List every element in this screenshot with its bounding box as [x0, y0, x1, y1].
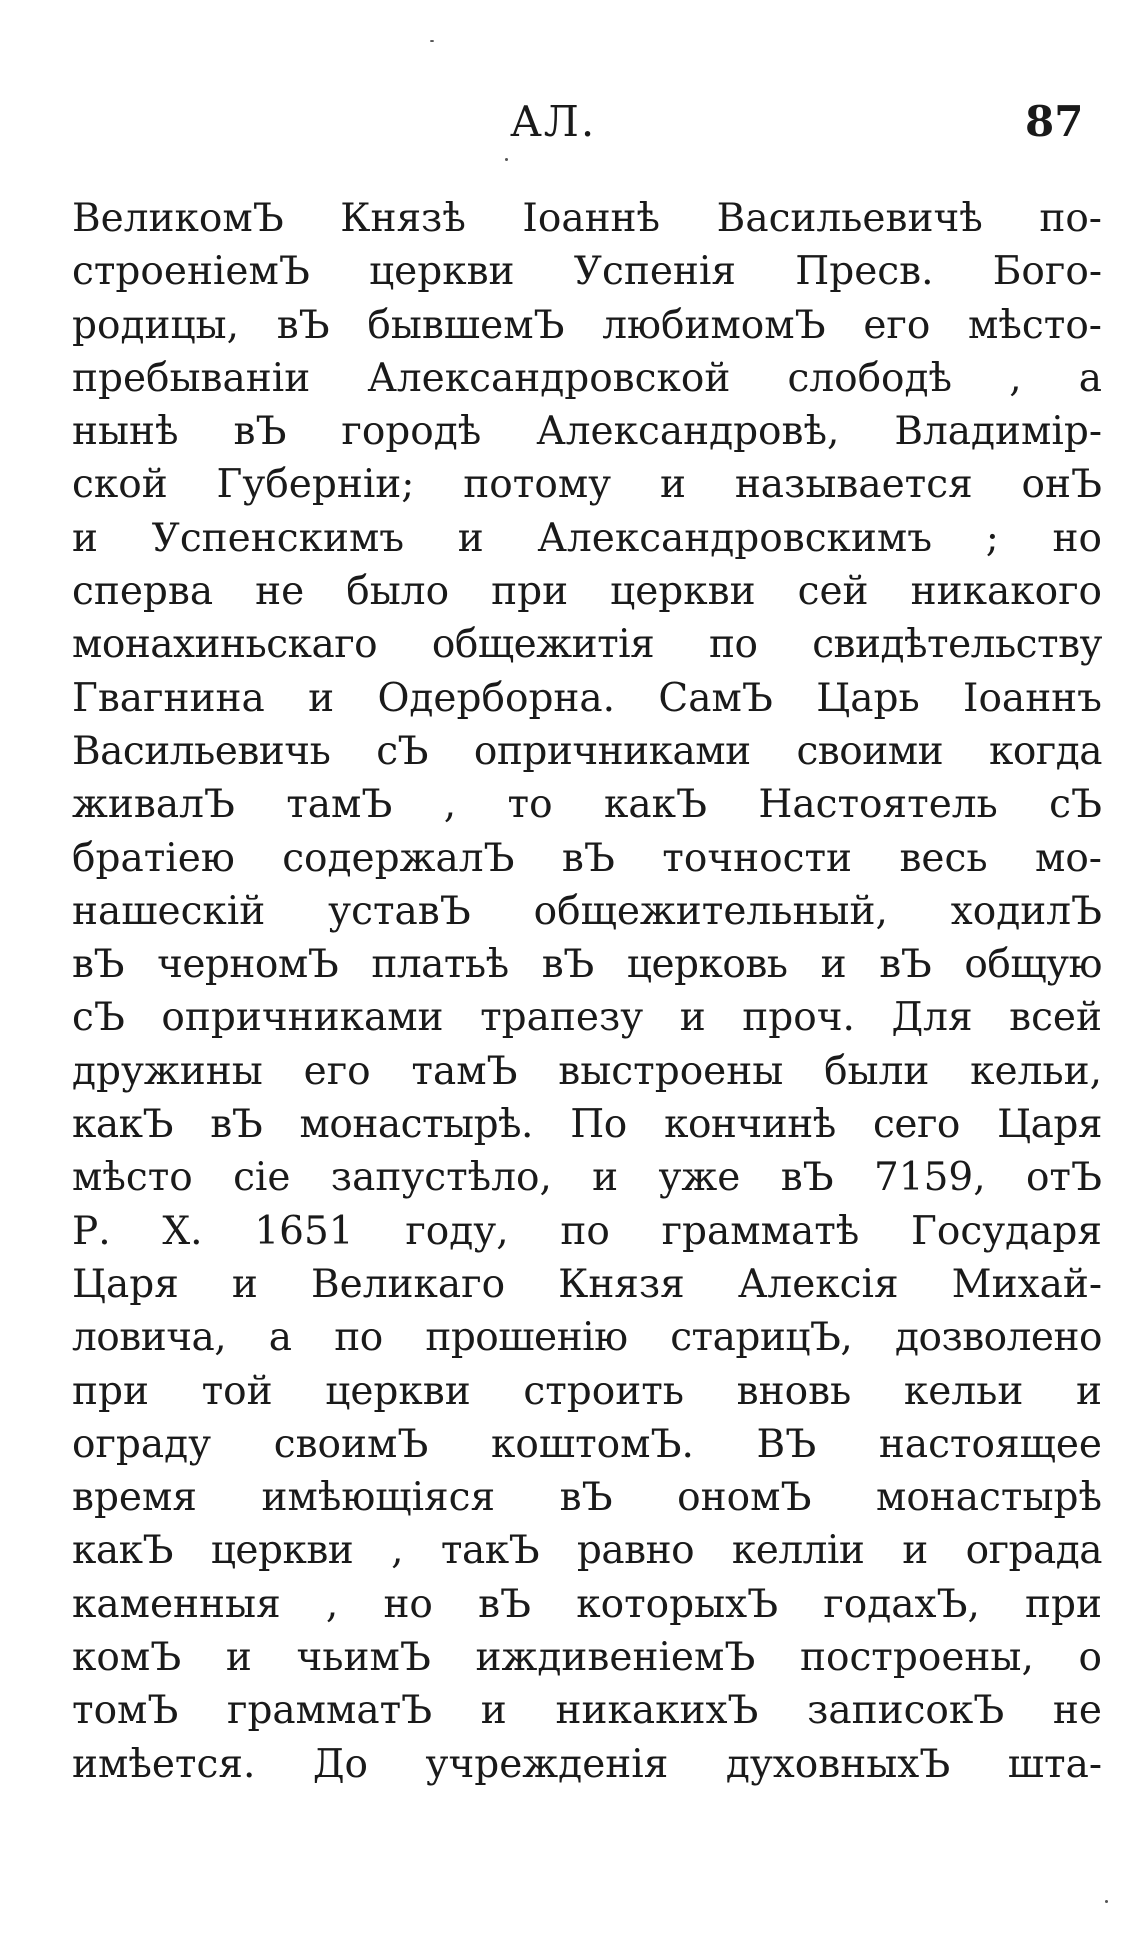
body-text: [72, 192, 1102, 1791]
page-header: [0, 92, 1140, 152]
text-line: сЪ опричниками трапезу и проч. Для всей: [72, 995, 1102, 1041]
text-line: строеніемЪ церкви Успенія Пресв. Бого-: [72, 249, 1102, 295]
text-line: Р. Х. 1651 году, по грамматѣ Государя: [72, 1208, 1102, 1254]
text-line: томЪ грамматЪ и никакихЪ записокЪ не: [72, 1688, 1102, 1734]
text-line: нашескій уставЪ общежительный, ходилЪ: [72, 888, 1102, 934]
running-head: АЛ.: [510, 97, 597, 146]
text-line: при той церкви строить вновь кельи и: [72, 1368, 1102, 1414]
text-line: дружины его тамЪ выстроены были кельи,: [72, 1048, 1102, 1094]
text-line: мѣсто сіе запустѣло, и уже вЪ 7159, отЪ: [72, 1155, 1102, 1201]
text-line: ловича, а по прошенію старицЪ, дозволено: [72, 1315, 1102, 1361]
text-line: пребываніи Александровской слободѣ , а: [72, 355, 1102, 401]
text-line: ской Губерніи; потому и называется онЪ: [72, 462, 1102, 508]
text-line: имѣется. До учрежденія духовныхЪ шта-: [72, 1741, 1102, 1787]
scan-speck: [430, 40, 434, 42]
page-number: 87: [1025, 97, 1084, 146]
text-line: родицы, вЪ бывшемЪ любимомЪ его мѣсто-: [72, 302, 1102, 348]
text-line: и Успенскимъ и Александровскимъ ; но: [72, 515, 1102, 561]
text-line: какЪ церкви , такЪ равно келліи и ограда: [72, 1528, 1102, 1574]
text-line: монахиньскаго общежитія по свидѣтельству: [72, 622, 1102, 668]
text-line: ограду своимЪ коштомЪ. ВЪ настоящее: [72, 1421, 1102, 1467]
text-line: нынѣ вЪ городѣ Александровѣ, Владимір-: [72, 409, 1102, 455]
text-line: Васильевичь сЪ опричниками своими когда: [72, 728, 1102, 774]
text-line: какЪ вЪ монастырѣ. По кончинѣ сего Царя: [72, 1102, 1102, 1148]
text-line: Гвагнина и Одерборна. СамЪ Царь Іоаннъ: [72, 675, 1102, 721]
text-line: вЪ черномЪ платьѣ вЪ церковь и вЪ общую: [72, 942, 1102, 988]
scan-speck: [505, 158, 508, 161]
text-line: время имѣющіяся вЪ ономЪ монастырѣ: [72, 1475, 1102, 1521]
scan-speck: [1105, 1900, 1108, 1903]
text-line: каменныя , но вЪ которыхЪ годахЪ, при: [72, 1581, 1102, 1627]
text-line: комЪ и чьимЪ иждивеніемЪ построены, о: [72, 1635, 1102, 1681]
text-line: живалЪ тамЪ , то какЪ Настоятель сЪ: [72, 782, 1102, 828]
text-line: сперва не было при церкви сей никакого: [72, 569, 1102, 615]
text-line: ВеликомЪ Князѣ Іоаннѣ Васильевичѣ по-: [72, 196, 1102, 241]
text-line: братіею содержалЪ вЪ точности весь мо-: [72, 835, 1102, 881]
text-line: Царя и Великаго Князя Алексія Михай-: [72, 1261, 1102, 1307]
